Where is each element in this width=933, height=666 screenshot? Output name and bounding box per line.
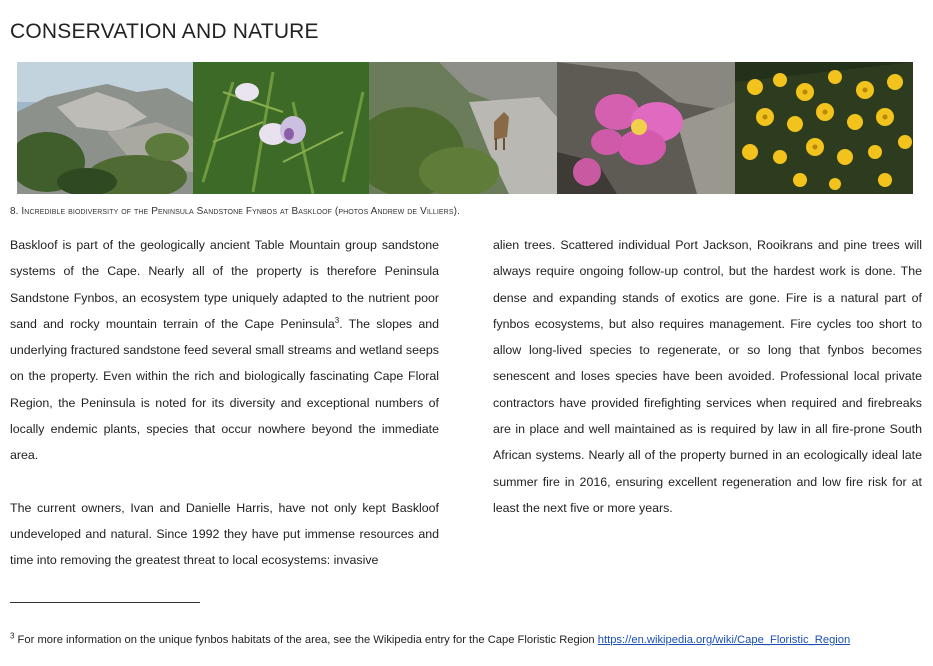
paragraph: alien trees. Scattered individual Port Jackson, Rooikrans and pine trees will always require ongoing follow-up control, but the hardest work is done. The dense and expanding stands of exotics are gone. Fire is a natural part of fynbos ecosystems, but also requires management. Fire cycles too short to allow long-lived species to regenerate, or so long that fynbos becomes senescent and loses species have been avoided. Professional local private contractors have provided firefighting services when required and firebreaks are in place and well maintained as is required by law in all fire-prone South African systems. Nearly all of the property burned in an ecologically ideal late summer fire in 2016, ensuring excellent regeneration and low fire risk for at least the next five or more years. xyxy=(493,238,922,515)
right-column xyxy=(493,232,922,521)
photo-caption: 8. Incredible biodiversity of the Peninsula Sandstone Fynbos at Baskloof (photos Andrew de Villiers). xyxy=(10,206,460,217)
paragraph: Baskloof is part of the geologically ancient Table Mountain group sandstone systems of the Cape. Nearly all of the property is therefore Peninsula Sandstone Fynbos, an ecosystem type uniquely adapted to the nutrient poor sand and rocky mountain terrain of the Cape Peninsula$^3$. The slopes and underlying fractured sandstone feed several small streams and wetland seeps on the property. Even within the rich and biologically fascinating Cape Floral Region, the Peninsula is noted for its diversity and exceptional numbers of locally endemic plants, species that occur nowhere beyond the immediate area. xyxy=(10,238,439,463)
wikipedia-link[interactable]: https://en.wikipedia.org/wiki/Cape_Floristic_Region xyxy=(597,634,851,646)
footnote-text: For more information on the unique fynbos habitats of the area, see the Wikipedia entry for the Cape Floristic Region xyxy=(14,634,598,646)
yellow-daisies-photo xyxy=(735,62,913,194)
pink-flower-photo xyxy=(557,62,735,194)
left-column xyxy=(10,232,439,574)
footnote-marker: 3 xyxy=(10,631,15,641)
footnote-divider xyxy=(10,602,200,603)
antelope-among-rocks-photo xyxy=(369,62,557,194)
white-flower-photo xyxy=(193,62,369,194)
footnote xyxy=(10,631,851,646)
photo-strip xyxy=(17,62,913,194)
paragraph: The current owners, Ivan and Danielle Harris, have not only kept Baskloof undeveloped and natural. Since 1992 they have put immense resources and time into removing the greatest threat to local ecosystems: invasive xyxy=(10,500,439,568)
footnote-reference: 3 xyxy=(334,315,340,325)
page-title: CONSERVATION AND NATURE xyxy=(10,20,319,43)
rocky-mountain-photo xyxy=(17,62,193,194)
